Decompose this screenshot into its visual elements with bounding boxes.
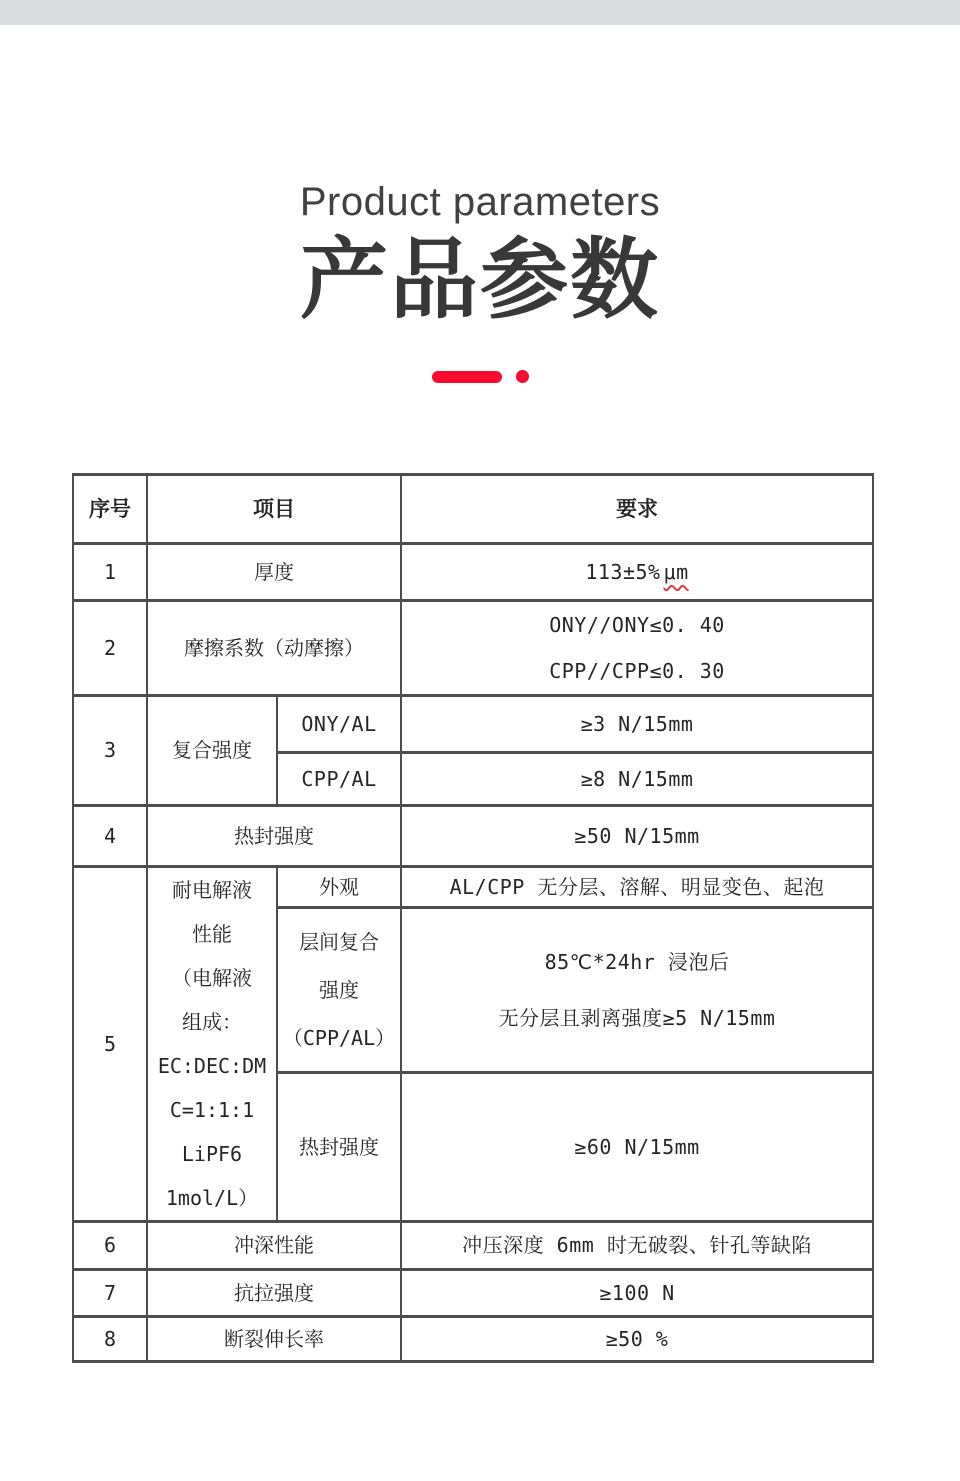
cell-item: 冲深性能 bbox=[147, 1222, 401, 1270]
cell-requirement: ≥3 N/15mm bbox=[401, 696, 873, 753]
cell-no: 5 bbox=[73, 867, 147, 1222]
column-header-no: 序号 bbox=[73, 475, 147, 544]
cell-no: 4 bbox=[73, 806, 147, 867]
micron-unit: μm bbox=[663, 559, 689, 584]
cell-item: 复合强度 bbox=[147, 696, 277, 806]
subitem-line: 强度 bbox=[319, 978, 359, 1003]
cell-requirement: ≥60 N/15mm bbox=[401, 1073, 873, 1222]
cell-requirement: ≥50 % bbox=[401, 1317, 873, 1362]
table-row bbox=[73, 544, 873, 601]
item-line: 耐电解液 bbox=[172, 878, 252, 902]
cell-requirement: AL/CPP 无分层、溶解、明显变色、起泡 bbox=[401, 867, 873, 908]
cell-requirement: ≥8 N/15mm bbox=[401, 753, 873, 806]
cell-requirement bbox=[401, 908, 873, 1073]
item-line: 1mol/L） bbox=[165, 1186, 259, 1210]
item-line: 组成： bbox=[182, 1010, 242, 1034]
item-line: LiPF6 bbox=[181, 1142, 243, 1166]
table-header-row bbox=[73, 475, 873, 544]
divider-bar bbox=[432, 371, 502, 383]
column-header-requirement: 要求 bbox=[401, 475, 873, 544]
cell-item bbox=[147, 867, 277, 1222]
cell-requirement bbox=[401, 601, 873, 696]
subitem-line: 层间复合 bbox=[299, 930, 379, 955]
cell-requirement: ≥100 N bbox=[401, 1270, 873, 1317]
item-line: EC:DEC:DM bbox=[157, 1054, 267, 1078]
requirement-line: ONY//ONY≤0. 40 bbox=[549, 613, 725, 637]
table-row bbox=[73, 696, 873, 753]
table-row bbox=[73, 1222, 873, 1270]
section-title-cn: 产品参数 bbox=[299, 230, 660, 329]
cell-requirement: ≥50 N/15mm bbox=[401, 806, 873, 867]
cell-item: 断裂伸长率 bbox=[147, 1317, 401, 1362]
item-line: 性能 bbox=[192, 922, 232, 946]
requirement-line: 85℃*24hr 浸泡后 bbox=[544, 950, 730, 975]
section-header bbox=[0, 178, 960, 383]
section-divider bbox=[0, 370, 960, 383]
requirement-line: CPP//CPP≤0. 30 bbox=[549, 659, 725, 683]
cell-no: 8 bbox=[73, 1317, 147, 1362]
cell-no: 1 bbox=[73, 544, 147, 601]
cell-subitem: 热封强度 bbox=[277, 1073, 401, 1222]
cell-no: 7 bbox=[73, 1270, 147, 1317]
column-header-item: 项目 bbox=[147, 475, 401, 544]
cell-item: 摩擦系数（动摩擦） bbox=[147, 601, 401, 696]
cell-no: 3 bbox=[73, 696, 147, 806]
requirement-line: 无分层且剥离强度≥5 N/15mm bbox=[498, 1006, 776, 1031]
table-row bbox=[73, 806, 873, 867]
table-row bbox=[73, 601, 873, 696]
cell-subitem: CPP/AL bbox=[277, 753, 401, 806]
cell-item: 厚度 bbox=[147, 544, 401, 601]
cell-subitem: ONY/AL bbox=[277, 696, 401, 753]
thickness-value: 113±5% bbox=[585, 559, 661, 584]
cell-no: 6 bbox=[73, 1222, 147, 1270]
cell-no: 2 bbox=[73, 601, 147, 696]
table-row bbox=[73, 1270, 873, 1317]
cell-requirement: 冲压深度 6mm 时无破裂、针孔等缺陷 bbox=[401, 1222, 873, 1270]
top-gray-bar bbox=[0, 0, 960, 25]
table-row bbox=[73, 1317, 873, 1362]
subitem-line: （CPP/AL） bbox=[282, 1026, 396, 1051]
divider-dot bbox=[516, 370, 529, 383]
table-row bbox=[73, 867, 873, 908]
section-subtitle-en: Product parameters bbox=[299, 180, 661, 224]
cell-item: 抗拉强度 bbox=[147, 1270, 401, 1317]
cell-requirement bbox=[401, 544, 873, 601]
item-line: C=1:1:1 bbox=[169, 1098, 255, 1122]
cell-subitem: 外观 bbox=[277, 867, 401, 908]
cell-subitem bbox=[277, 908, 401, 1073]
item-line: （电解液 bbox=[172, 966, 252, 990]
cell-item: 热封强度 bbox=[147, 806, 401, 867]
product-spec-table bbox=[72, 473, 874, 1363]
